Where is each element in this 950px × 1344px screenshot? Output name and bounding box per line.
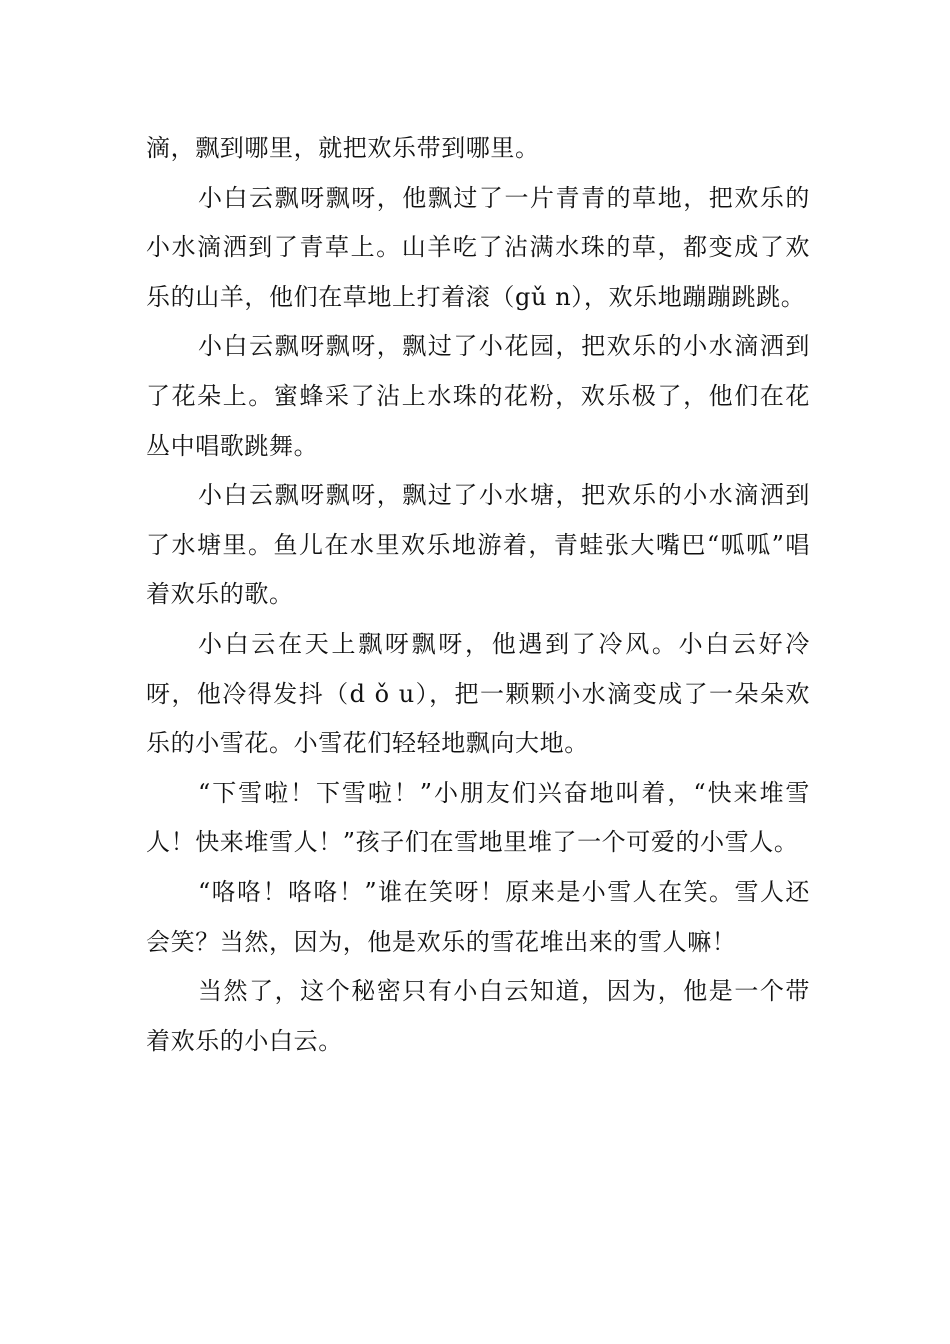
paragraph-pond: 小白云飘呀飘呀，飘过了小水塘，把欢乐的小水滴洒到了水塘里。鱼儿在水里欢乐地游着，青蛙张大嘴巴“呱呱”唱着欢乐的歌。: [146, 481, 810, 609]
paragraph-grassland: 小白云飘呀飘呀，他飘过了一片青青的草地，把欢乐的小水滴洒到了青草上。山羊吃了沾满水珠的草，都变成了欢乐的山羊，他们在草地上打着滚（gǔ n），欢乐地蹦蹦跳跳。: [146, 183, 810, 311]
paragraph-cold-wind: 小白云在天上飘呀飘呀，他遇到了冷风。小白云好冷呀，他冷得发抖（d ǒ u），把一颗颗小水滴变成了一朵朵欢乐的小雪花。小雪花们轻轻地飘向大地。: [146, 629, 810, 758]
paragraph-snowman-laugh: “咯咯！咯咯！”谁在笑呀！原来是小雪人在笑。雪人还会笑？当然，因为，他是欢乐的雪花堆出来的雪人嘛！: [146, 877, 810, 956]
paragraph-snow: “下雪啦！下雪啦！”小朋友们兴奋地叫着，“快来堆雪人！快来堆雪人！”孩子们在雪地里堆了一个可爱的小雪人。: [146, 778, 810, 857]
paragraph-garden: 小白云飘呀飘呀，飘过了小花园，把欢乐的小水滴洒到了花朵上。蜜蜂采了沾上水珠的花粉，欢乐极了，他们在花丛中唱歌跳舞。: [146, 332, 810, 460]
story-text: [146, 124, 810, 1066]
paragraph-continuation: 滴，飘到哪里，就把欢乐带到哪里。: [146, 134, 540, 162]
paragraph-secret: 当然了，这个秘密只有小白云知道，因为，他是一个带着欢乐的小白云。: [146, 977, 810, 1055]
